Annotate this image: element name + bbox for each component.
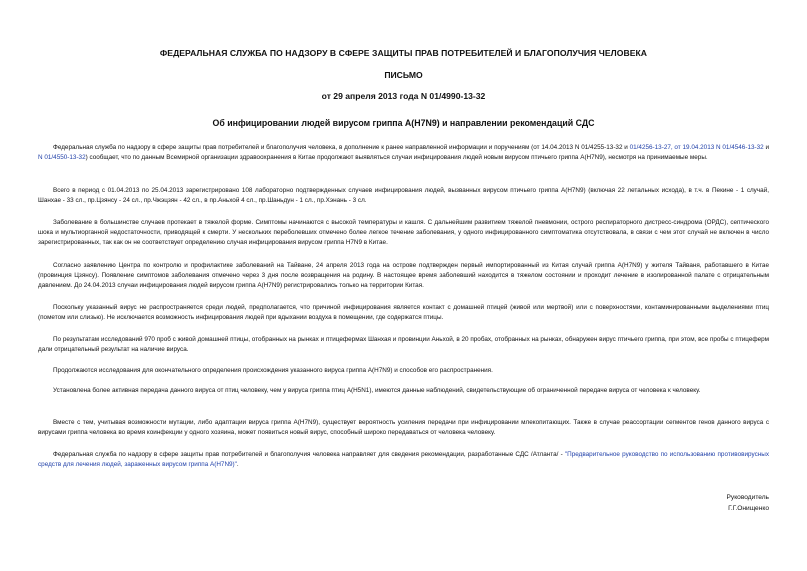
document-date-number: от 29 апреля 2013 года N 01/4990-13-32	[321, 91, 486, 101]
paragraph-ongoing-research: Продолжаются исследования для окончательного определения происхождения указанного вируса гриппа A(H7N9) и способов его распространения.	[53, 367, 493, 374]
signature-title: Руководитель	[726, 494, 769, 501]
paragraph-text: Федеральная служба по надзору в сфере защиты прав потребителей и благополучия человека направляет для сведения рекомендации, разработанные СДС /Атланта/ -	[53, 451, 565, 458]
paragraph-text: .	[236, 460, 239, 468]
guidance-link[interactable]: "Предварительное руководство по использованию противовирусных средств для лечения людей, зараженных вирусом гриппа A(H7N9)"	[38, 451, 770, 468]
paragraph-text: ) сообщает, что по данным Всемирной организации здравоохранения в Китае продолжают выявляться случаи инфицирования людей новым вирусом птичьего гриппа A(H7N9), несмотря на принимаемые меры.	[85, 153, 708, 161]
paragraph-human-transmission: Установлена более активная передача данного вируса от птиц человеку, чем у вируса гриппа птиц A(H5N1), имеются данные наблюдений, свидетельствующие об ограниченной передаче вируса от человека к человеку.	[53, 387, 701, 394]
organization-heading: ФЕДЕРАЛЬНАЯ СЛУЖБА ПО НАДЗОРУ В СФЕРЕ ЗАЩИТЫ ПРАВ ПОТРЕБИТЕЛЕЙ И БЛАГОПОЛУЧИЯ ЧЕЛОВЕКА	[159, 48, 648, 58]
paragraph-case-statistics: Всего в период с 01.04.2013 по 25.04.2013 зарегистрировано 108 лабораторно подтвержденных случаев инфицирования людей, вызванных вирусом птичьего гриппа A(H7N9) (включая 22 летальных исхода), в т.ч. в Пекине - 1 случай, Шанхае - 33 сл., пр.Цзянсу - 24 сл., пр.Чжэцзян - 42 сл., в пр.Аньхой 4 сл., пр.Шаньдун - 1 сл., пр.Хэнань - 3 сл.	[38, 187, 769, 204]
document-link[interactable]: 01/4256-13-27, от 19.04.2013 N 01/4546-13-32	[629, 144, 764, 151]
document-link[interactable]: N 01/4550-13-32	[38, 153, 86, 161]
paragraph-text: Федеральная служба по надзору в сфере защиты прав потребителей и благополучия человека, в дополнение к ранее направленной информации и поручениям (от 14.04.2013 N 01/4255-13-32 и	[53, 144, 630, 151]
paragraph-clinical-course: Заболевание в большинстве случаев протекает в тяжелой форме. Симптомы начинаются с высокой температуры и кашля. С дальнейшим развитием тяжелой пневмонии, острого респираторного дистресс-синдрома (ОРДС), септического шока и мультиорганной недостаточности, приводящей к смерти. У нескольких переболевших отмечено более легкое течение заболевания, у одного инфицированного симптоматика отсутствовала, в связи с чем этот случай не включен в число зарегистрированных, так как он не соответствует определению случая инфицирования вирусом гриппа H7N9 в Китае.	[38, 219, 769, 246]
paragraph-mutation-risk: Вместе с тем, учитывая возможности мутации, либо адаптации вируса гриппа A(H7N9), существует вероятность усиления передачи при инфицировании млекопитающих. Также в случае реассортации сегментов генов данного вируса с вирусами гриппа человека во время коинфекции у одного хозяина, может появиться новый вирус, способный широко передаваться от человека человеку.	[38, 419, 769, 436]
paragraph-intro	[38, 143, 769, 163]
paragraph-text: и	[763, 144, 769, 151]
document-type: ПИСЬМО	[384, 70, 423, 80]
paragraph-poultry-tests: По результатам исследований 970 проб с живой домашней птицы, отобранных на рынках и птицефермах Шанхая и провинции Аньхой, в 20 пробах, отобранных на рынках, обнаружен вирус птичьего гриппа, при этом, все пробы с птицеферм дали отрицательный результат на наличие вируса.	[38, 336, 769, 353]
paragraph-recommendations	[38, 450, 769, 470]
document-subject: Об инфицировании людей вирусом гриппа A(H7N9) и направлении рекомендаций СДС	[212, 118, 595, 128]
paragraph-transmission-source: Поскольку указанный вирус не распространяется среди людей, предполагается, что причиной инфицирования является контакт с домашней птицей (живой или мертвой) или с поверхностями, контаминированными выделениями птиц (пометом или слизью). Не исключается возможность инфицирования людей при вдыхании воздуха в помещении, где содержатся птицы.	[38, 304, 769, 321]
signature-name: Г.Г.Онищенко	[728, 505, 769, 512]
paragraph-taiwan-case: Согласно заявлению Центра по контролю и профилактике заболеваний на Тайване, 24 апреля 2013 года на острове подтвержден первый импортированный из Китая случай гриппа A(H7N9) у жителя Тайваня, работавшего в Китае (провинция Цзянсу). Появление симптомов заболевания отмечено через 3 дня после возвращения на родину. В настоящее время заболевший находится в тяжелом состоянии и проходит лечение в изолированной палате с отрицательным давлением. До 24.04.2013 случаи инфицирования людей вирусом гриппа A(H7N9) регистрировались только на территории Китая.	[38, 262, 769, 289]
